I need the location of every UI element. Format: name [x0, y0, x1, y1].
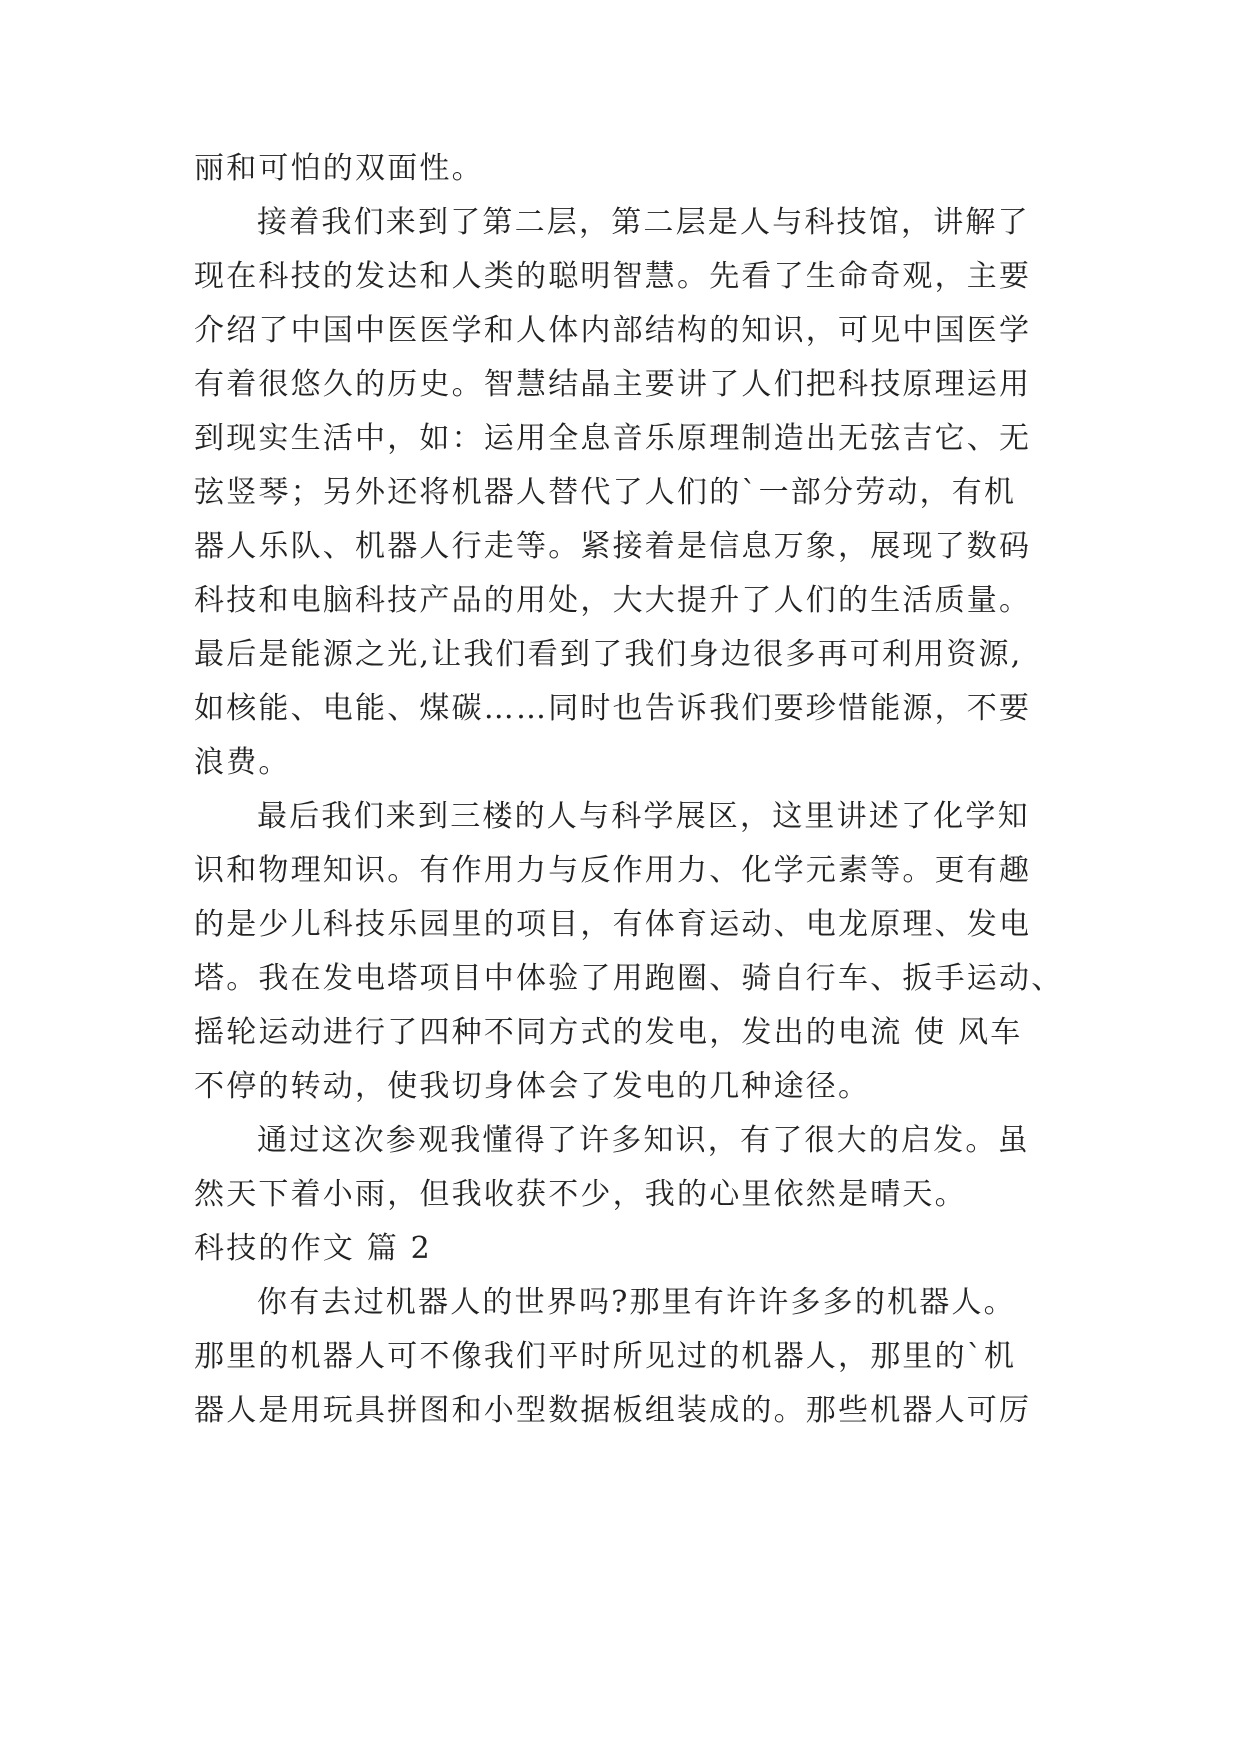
- paragraph-line: 介绍了中国中医医学和人体内部结构的知识，可见中国医学: [194, 313, 1032, 348]
- paragraph-line: 现在科技的发达和人类的聪明智慧。先看了生命奇观，主要: [194, 259, 1032, 294]
- paragraph-line: 器人乐队、机器人行走等。紧接着是信息万象，展现了数码: [194, 529, 1032, 564]
- paragraph-line: 通过这次参观我懂得了许多知识，有了很大的启发。虽: [257, 1123, 1030, 1158]
- paragraph-line: 那里的机器人可不像我们平时所见过的机器人，那里的`机: [194, 1339, 1017, 1374]
- paragraph-line: 摇轮运动进行了四种不同方式的发电，发出的电流 使 风车: [194, 1015, 1023, 1050]
- paragraph-line: 如核能、电能、煤碳……同时也告诉我们要珍惜能源，不要: [194, 691, 1032, 726]
- paragraph-line: 最后是能源之光,让我们看到了我们身边很多再可利用资源,: [194, 637, 1023, 672]
- paragraph-line: 最后我们来到三楼的人与科学展区，这里讲述了化学知: [257, 799, 1030, 834]
- paragraph-line: 的是少儿科技乐园里的项目，有体育运动、电龙原理、发电: [194, 907, 1032, 942]
- paragraph-line: 识和物理知识。有作用力与反作用力、化学元素等。更有趣: [194, 853, 1032, 888]
- paragraph-line: 不停的转动，使我切身体会了发电的几种途径。: [194, 1069, 871, 1104]
- paragraph-line: 有着很悠久的历史。智慧结晶主要讲了人们把科技原理运用: [194, 367, 1032, 402]
- paragraph-line: 塔。我在发电塔项目中体验了用跑圈、骑自行车、扳手运动、: [194, 961, 1064, 996]
- paragraph-line: 然天下着小雨，但我收获不少，我的心里依然是晴天。: [194, 1177, 967, 1212]
- paragraph-line: 器人是用玩具拼图和小型数据板组装成的。那些机器人可厉: [194, 1393, 1032, 1428]
- paragraph-line: 你有去过机器人的世界吗?那里有许许多多的机器人。: [257, 1285, 1016, 1320]
- paragraph-line: 浪费。: [194, 745, 291, 780]
- paragraph-line: 丽和可怕的双面性。: [194, 151, 484, 186]
- paragraph-line: 弦竖琴；另外还将机器人替代了人们的`一部分劳动，有机: [194, 475, 1017, 510]
- section-heading: 科技的作文 篇 2: [194, 1231, 432, 1266]
- paragraph-line: 科技和电脑科技产品的用处，大大提升了人们的生活质量。: [194, 583, 1032, 618]
- paragraph-line: 到现实生活中，如：运用全息音乐原理制造出无弦吉它、无: [194, 421, 1032, 456]
- paragraph-line: 接着我们来到了第二层，第二层是人与科技馆，讲解了: [257, 205, 1030, 240]
